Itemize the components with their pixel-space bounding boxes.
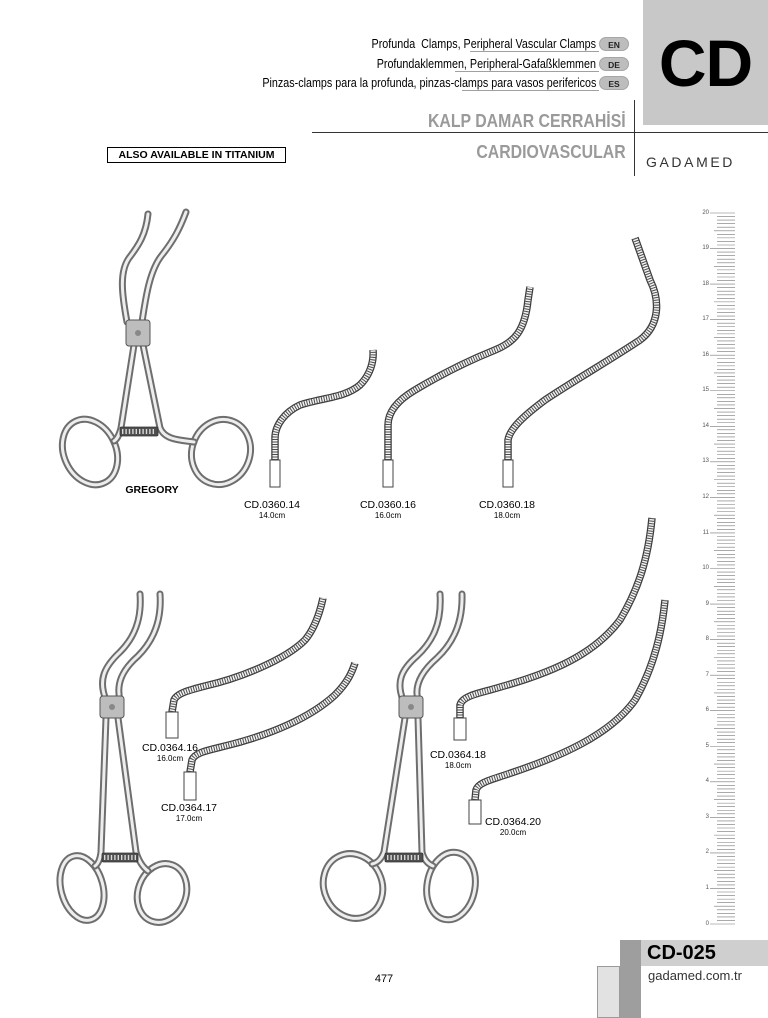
language-tag-en: EN [599,37,629,51]
ruler-label: 16 [702,351,709,358]
jaw-insert-outline [172,598,323,712]
website-text: gadamed.com.tr [648,968,742,983]
instrument-name-label: GREGORY [125,484,179,496]
ruler-label: 18 [702,280,709,287]
jaw-insert-outline [508,238,657,460]
product-length: 18.0cm [493,511,521,520]
jaw-insert-cd-0360-14 [270,350,373,487]
ruler-label: 19 [702,245,709,252]
ruler-label: 8 [705,636,709,643]
product-length: 20.0cm [499,828,527,837]
ruler-label: 1 [705,885,709,891]
ruler-label: 13 [702,458,709,465]
jaw-insert-tip [184,772,196,800]
ruler-label: 6 [705,707,709,714]
product-code: CD.0364.17 [160,802,218,814]
jaw-insert-body [275,350,373,460]
product-code: CD.0364.18 [429,749,487,761]
product-code: CD.0364.16 [141,742,199,754]
product-code: CD.0360.16 [359,499,417,511]
product-label [360,499,416,521]
product-code: CD.0360.18 [478,499,536,511]
jaw-insert-body [190,663,355,772]
ruler-label: 3 [705,813,709,820]
ruler-label: 12 [702,493,709,500]
ruler-label: 5 [705,742,709,749]
product-length: 17.0cm [175,814,203,823]
jaw-insert-cd-0360-18 [503,238,657,487]
jaw-insert-serrations [508,238,657,460]
ruler-scale [710,213,735,924]
title-underline [470,51,599,52]
forceps-jaws [102,594,160,700]
page-number: 477 [374,973,394,985]
ruler-label: 4 [705,778,709,785]
catalog-code: CD-025 [647,942,716,964]
ruler-label: 14 [702,422,709,429]
title-spanish: Pinzas-clamps para la profunda, pinzas-clamps para vasos perifericos [261,76,596,90]
ruler-label: 0 [705,920,709,927]
jaw-insert-tip [270,460,280,487]
product-label [485,816,541,838]
forceps-ratchet [102,853,138,862]
ruler-label: 20 [702,209,709,216]
header-divider [312,132,768,133]
product-length: 14.0cm [258,511,286,520]
category-english: CARDIOVASCULAR [476,142,626,162]
language-tag-de: DE [599,57,629,71]
jaw-insert-tip [166,712,178,738]
ruler-label: 2 [705,849,709,856]
header-vertical-divider [634,100,635,176]
forceps-jaws-highlight [400,594,462,700]
forceps-ratchet [120,427,158,436]
jaw-insert-serrations [275,350,373,460]
jaw-insert-tip [469,800,481,824]
ruler-label: 11 [702,529,709,536]
product-code: CD.0360.14 [243,499,301,511]
titanium-notice: ALSO AVAILABLE IN TITANIUM [107,147,286,163]
product-length: 16.0cm [156,754,184,763]
ruler-label: 10 [702,565,709,571]
jaw-insert-tip [454,718,466,740]
title-german: Profundaklemmen, Peripheral-Gafaßklemmen [376,57,596,71]
forceps-joint-screw [408,704,414,710]
forceps-joint-screw [135,330,141,336]
product-length: 18.0cm [444,761,472,770]
title-underline [462,90,599,91]
forceps-jaws-highlight [102,594,160,700]
product-code: CD.0364.20 [484,816,542,828]
title-english: Profunda Clamps, Peripheral Vascular Clamps [371,37,596,51]
jaw-insert-tip [503,460,513,487]
jaw-insert-outline [190,663,355,772]
forceps-joint-screw [109,704,115,710]
jaw-insert-serrations [172,598,323,712]
jaw-insert-cd-0364-20 [469,600,665,824]
jaw-insert-serrations [190,663,355,772]
catalog-code-box [641,940,768,966]
footer-tab-dark [620,940,641,1018]
jaw-insert-body [172,598,323,712]
forceps-ratchet [385,853,423,862]
section-code-box [643,0,768,125]
product-label [479,499,535,521]
product-label [244,499,300,521]
brand-logo: GADAMED [646,154,735,170]
forceps-jaws [400,594,462,700]
jaw-insert-body [460,518,652,718]
jaw-insert-outline [275,350,373,460]
ruler-label: 9 [705,600,709,607]
ruler-label: 17 [702,316,709,323]
title-underline [455,71,599,72]
product-label [161,802,217,824]
jaw-insert-body [475,600,665,800]
product-length: 16.0cm [374,511,402,520]
jaw-insert-tip [383,460,393,487]
ruler-label: 7 [705,671,709,678]
section-code: CD [658,26,753,100]
language-tag-es: ES [599,76,629,90]
category-turkish: KALP DAMAR CERRAHİSİ [428,111,626,131]
product-label [430,749,486,771]
gregory-forceps-illustration [52,212,259,494]
jaw-insert-cd-0364-18 [454,518,652,740]
jaw-insert-body [508,238,657,460]
product-label [142,742,198,764]
footer-tab-light [597,966,620,1018]
ruler-label: 15 [702,387,709,394]
